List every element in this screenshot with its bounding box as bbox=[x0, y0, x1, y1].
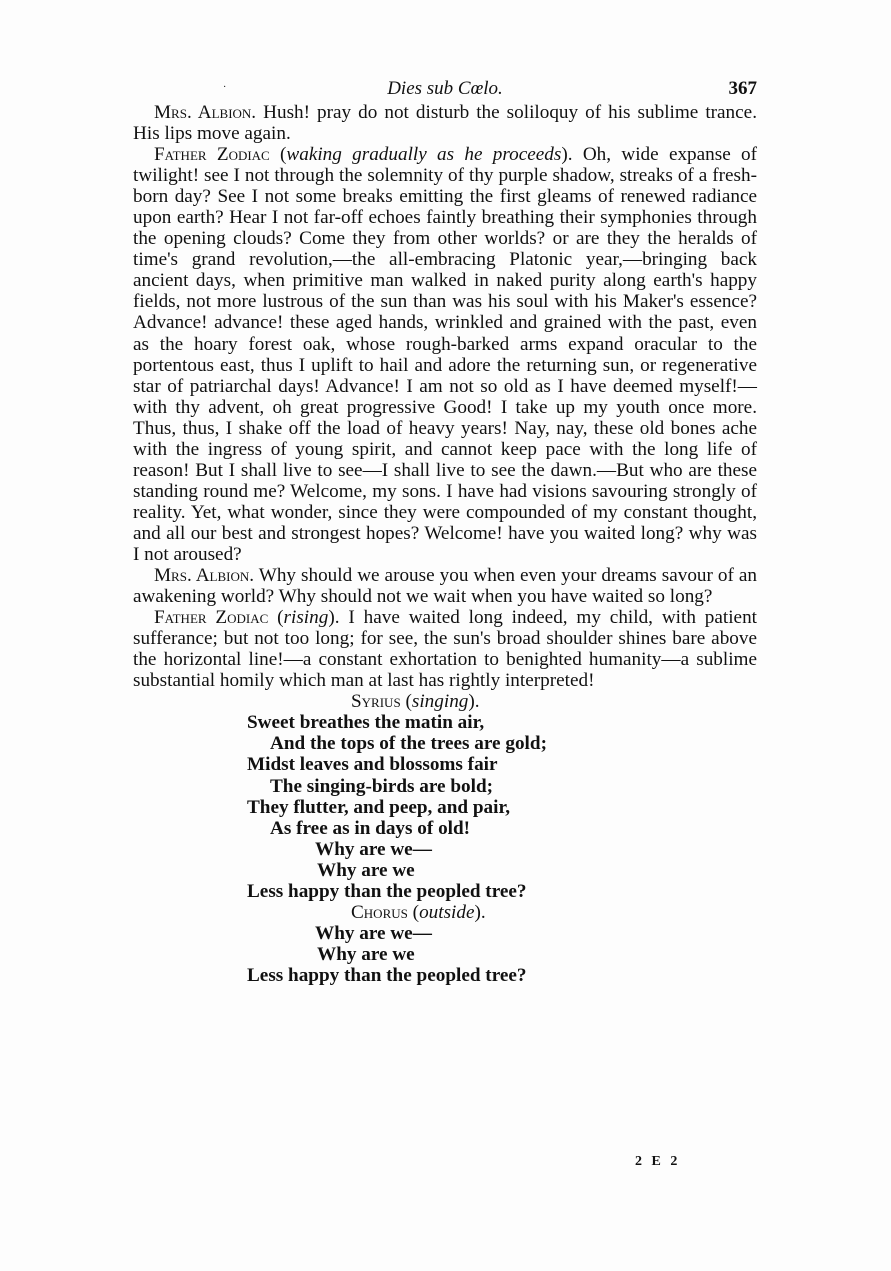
chorus-heading: Chorus (outside). bbox=[351, 901, 486, 923]
speaker-name: Mrs. Albion. bbox=[154, 565, 255, 587]
speech-text: . Oh, wide expanse of twilight! see I not through the solemnity of thy purple shadow, streaks of a fresh-born day? See I not some breaks emitting the first gleams of renewed radiance upon earth? Hear I not far-off echoes faintly breathing their symphonies through the opening clouds? Come they from other worlds? or are they the heralds of time's grand revolution,—the all-embracing Platonic year,—bringing back ancient days, when primitive man walked in naked purity along earth's happy fields, not more lustrous of the sun than was his soul with his Maker's essence? Advance! advance! these aged hands, wrinkled and grained with the past, even as the hoary forest oak, whose rough-barked arms expand oracular to the portentous east, thus I uplift to hail and adore the returning sun, or regenerative star of patriarchal days! Advance! I am not so old as I have deemed myself!—with thy advent, oh great progressive Good! I take up my youth once more. Thus, thus, I shake off the load of heavy years! Nay, nay, these old bones ache with the ingress of young spirit, and cannot keep pace with the long life of reason! But I shall live to see—I shall live to see the dawn.—But who are these standing round me? Welcome, my sons. I have had visions savouring strongly of reality. Yet, what wonder, since they were compounded of my constant thought, and all our best and strongest hopes? Welcome! have you waited long? why was I not aroused? bbox=[133, 144, 758, 565]
stage-direction: waking gradually as he proceeds bbox=[286, 144, 562, 166]
verse-line: Why are we— bbox=[315, 922, 432, 944]
speech-text: Hush! pray do not disturb the soliloquy of his sublime trance. His lips move again. bbox=[133, 102, 757, 145]
song-speaker: Syrius bbox=[351, 691, 401, 713]
signature-mark: 2 E 2 bbox=[635, 1154, 681, 1169]
verse-line: They flutter, and peep, and pair, bbox=[247, 796, 510, 818]
paragraph-mrs-albion-1 bbox=[133, 102, 757, 144]
verse-line: Midst leaves and blossoms fair bbox=[247, 754, 498, 776]
verse-line: And the tops of the trees are gold; bbox=[270, 733, 547, 755]
speck: · bbox=[223, 82, 227, 93]
verse-line: The singing-birds are bold; bbox=[270, 775, 494, 797]
speech-text: Why should we arouse you when even your dreams savour of an awakening world? Why should not we wait when you have waited so long? bbox=[133, 565, 757, 608]
chorus-direction: outside bbox=[419, 901, 475, 923]
page-number: 367 bbox=[728, 78, 757, 99]
speech-text: . I have waited long indeed, my child, with patient sufferance; but not too long; for see, the sun's broad shoulder shines bare above the horizontal line!—a constant exhortation to benighted humanity—a sublime substantial homily which man at last has rightly interpreted! bbox=[133, 607, 757, 692]
chorus-speaker: Chorus bbox=[351, 901, 408, 923]
song-direction: singing bbox=[411, 691, 469, 713]
paragraph-father-zodiac-2: Father Zodiac (rising). I have waited long indeed, my child, with patient sufferance; but not too long; for see, the sun's broad shoulder shines bare above the horizontal line!—a constant exhortation to benighted humanity—a sublime substantial homily which man at last has rightly interpreted! bbox=[133, 607, 757, 692]
verse-line: Why are we bbox=[317, 859, 415, 881]
song-verse bbox=[133, 712, 757, 901]
stage-direction: rising bbox=[283, 607, 329, 629]
chorus-verse bbox=[133, 923, 757, 986]
verse-line: Less happy than the peopled tree? bbox=[247, 880, 527, 902]
verse-line: Why are we bbox=[317, 943, 415, 965]
verse-line: Less happy than the peopled tree? bbox=[247, 964, 527, 986]
speaker-name: Father Zodiac bbox=[154, 607, 269, 629]
running-header bbox=[133, 78, 757, 102]
book-page bbox=[133, 78, 757, 986]
verse-line: Sweet breathes the matin air, bbox=[247, 712, 485, 734]
song-heading: Syrius (singing). bbox=[351, 691, 480, 713]
verse-line: Why are we— bbox=[315, 838, 432, 860]
running-title: Dies sub Cœlo. bbox=[387, 78, 503, 99]
speaker-name: Father Zodiac bbox=[154, 144, 270, 166]
verse-line: As free as in days of old! bbox=[270, 817, 471, 839]
paragraph-father-zodiac-1: Father Zodiac (waking gradually as he proceeds). Oh, wide expanse of twilight! see I not through the solemnity of thy purple shadow, streaks of a fresh-born day? See I not some breaks emitting the first gleams of renewed radiance upon earth? Hear I not far-off echoes faintly breathing their symphonies through the opening clouds? Come they from other worlds? or are they the heralds of time's grand revolution,—the all-embracing Platonic year,—bringing back ancient days, when primitive man walked in naked purity along earth's happy fields, not more lustrous of the sun than was his soul with his Maker's essence? Advance! advance! these aged hands, wrinkled and grained with the past, even as the hoary forest oak, whose rough-barked arms expand oracular to the portentous east, thus I uplift to hail and adore the returning sun, or regenerative star of patriarchal days! Advance! I am not so old as I have deemed myself!—with thy advent, oh great progressive Good! I take up my youth once more. Thus, thus, I shake off the load of heavy years! Nay, nay, these old bones ache with the ingress of young spirit, and cannot keep pace with the long life of reason! But I shall live to see—I shall live to see the dawn.—But who are these standing round me? Welcome, my sons. I have had visions savouring strongly of reality. Yet, what wonder, since they were compounded of my constant thought, and all our best and strongest hopes? Welcome! have you waited long? why was I not aroused? bbox=[133, 144, 758, 565]
speaker-name: Mrs. Albion. bbox=[154, 102, 257, 123]
paragraph-mrs-albion-2 bbox=[133, 565, 757, 607]
